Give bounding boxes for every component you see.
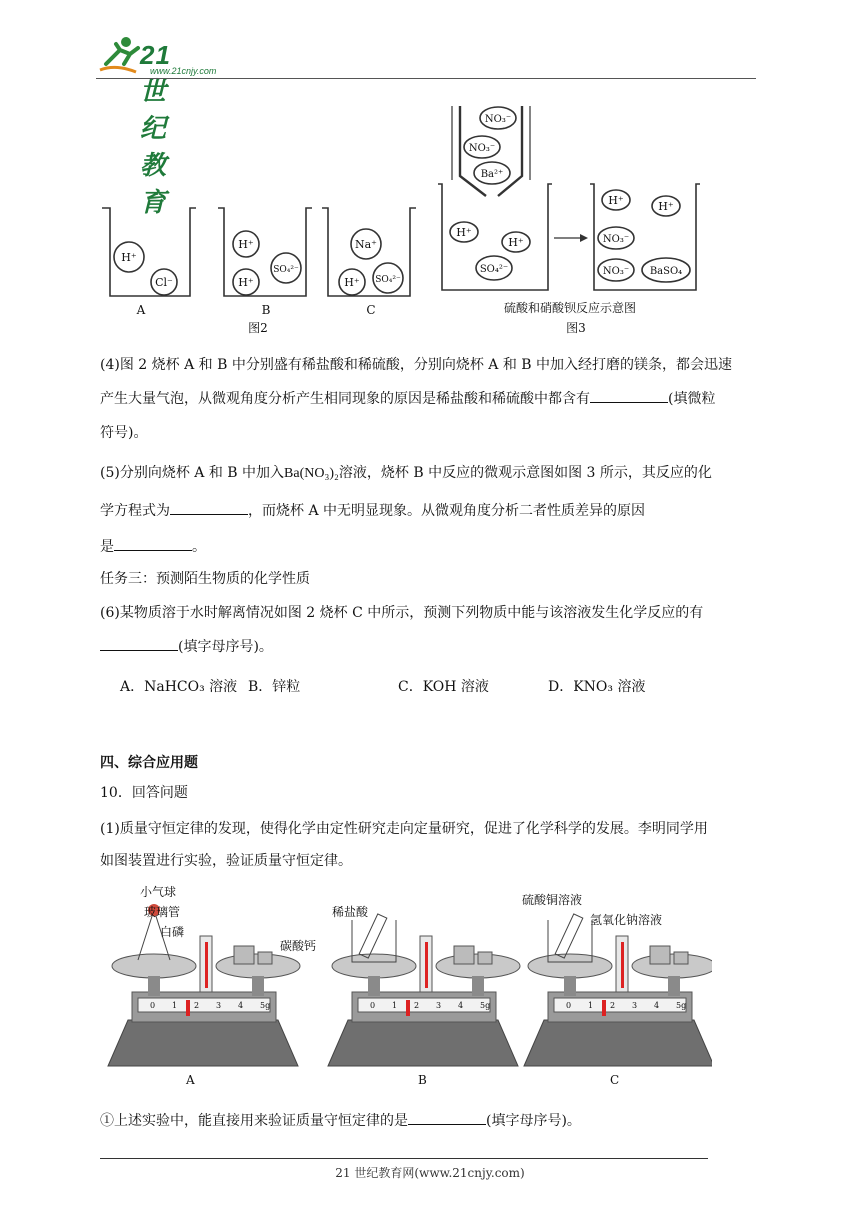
svg-text:图2: 图2 [248, 321, 268, 335]
q10-answer-blank[interactable] [408, 1110, 486, 1125]
q10-line1: (1)质量守恒定律的发现，使得化学由定性研究走向定量研究，促进了化学科学的发展。李明同学用 [100, 821, 708, 837]
scale-tick: 5g [260, 1001, 271, 1010]
note-copper-sulfate: 硫酸铜溶液 [522, 893, 583, 907]
q10-title: 10．回答问题 [100, 785, 188, 801]
svg-text:H⁺: H⁺ [344, 276, 360, 289]
scale-tick: 2 [414, 1001, 420, 1010]
scale-tick: 5g [676, 1001, 687, 1010]
svg-text:H⁺: H⁺ [238, 238, 254, 251]
balance-a [108, 904, 300, 1066]
q5-line1: (5)分别向烧杯 A 和 B 中加入Ba(NO₃)₂溶液，烧杯 B 中反应的微观示意图如图 3 所示，其反应的化 [100, 465, 712, 481]
svg-text:C: C [366, 303, 376, 317]
figure-2-3 [96, 100, 756, 344]
note-white-phosphorus: 白磷 [160, 925, 185, 939]
q5-line3: 是 。 [100, 536, 206, 556]
svg-text:H⁺: H⁺ [608, 194, 624, 207]
q5-reason-blank[interactable] [114, 536, 192, 551]
scale-tick: 0 [370, 1001, 376, 1010]
q6-option-a: A．NaHCO₃ 溶液 [120, 679, 238, 695]
header-divider [96, 78, 756, 79]
q6-line2: (填字母序号)。 [100, 636, 273, 656]
scale-tick: 0 [150, 1001, 156, 1010]
beaker-b [218, 208, 312, 296]
svg-text:Na⁺: Na⁺ [355, 238, 377, 251]
beaker-a [102, 208, 196, 296]
scale-tick: 1 [172, 1001, 178, 1010]
q10-sub1: ①上述实验中，能直接用来验证质量守恒定律的是 (填字母序号)。 [100, 1110, 581, 1130]
svg-text:H⁺: H⁺ [456, 226, 472, 239]
q6-line1: (6)某物质溶于水时解离情况如图 2 烧杯 C 中所示，预测下列物质中能与该溶液发生化学反应的有 [100, 605, 704, 621]
q10-line2: 如图装置进行实验，验证质量守恒定律。 [100, 853, 352, 869]
scale-tick: 1 [392, 1001, 398, 1010]
scale-tick: 0 [566, 1001, 572, 1010]
scale-tick: 3 [436, 1001, 442, 1010]
scale-tick: 4 [238, 1001, 244, 1010]
balance-label-a: A [186, 1073, 195, 1087]
logo-url: www.21cnjy.com [150, 66, 217, 76]
svg-text:BaSO₄: BaSO₄ [649, 266, 683, 277]
note-glass-tube: 玻璃管 [144, 905, 181, 919]
svg-text:B: B [261, 303, 271, 317]
svg-text:H⁺: H⁺ [238, 276, 254, 289]
balance-c [524, 914, 712, 1066]
svg-text:H⁺: H⁺ [121, 251, 137, 264]
footer-text: 21 世纪教育网(www.21cnjy.com) [335, 1166, 525, 1180]
note-sodium-hydroxide: 氢氧化钠溶液 [590, 913, 663, 927]
scale-tick: 4 [654, 1001, 660, 1010]
note-calcium-carbonate: 碳酸钙 [280, 939, 317, 953]
q4-answer-blank[interactable] [590, 388, 668, 403]
svg-text:NO₃⁻: NO₃⁻ [468, 143, 496, 154]
balance-label-b: B [418, 1073, 427, 1087]
q4-line1: (4)图 2 烧杯 A 和 B 中分别盛有稀盐酸和稀硫酸，分别向烧杯 A 和 B 中加入经打磨的镁条，都会迅速 [100, 357, 733, 373]
q5-formula: Ba(NO₃)₂ [284, 466, 339, 481]
scale-tick: 2 [610, 1001, 616, 1010]
footer-divider [100, 1158, 708, 1159]
svg-text:硫酸和硝酸钡反应示意图: 硫酸和硝酸钡反应示意图 [503, 301, 637, 315]
scale-tick: 3 [632, 1001, 638, 1010]
svg-text:NO₃⁻: NO₃⁻ [602, 266, 630, 277]
svg-text:SO₄²⁻: SO₄²⁻ [375, 275, 401, 285]
logo-text: 21世纪教育 [140, 40, 171, 217]
scale-tick: 5g [480, 1001, 491, 1010]
svg-text:Cl⁻: Cl⁻ [155, 276, 173, 289]
runner-logo-icon [96, 34, 142, 76]
scale-tick: 3 [216, 1001, 222, 1010]
scale-tick: 4 [458, 1001, 464, 1010]
balance-label-c: C [610, 1073, 620, 1087]
note-hydrochloric-acid: 稀盐酸 [332, 905, 369, 919]
svg-text:H⁺: H⁺ [658, 200, 674, 213]
svg-text:SO₄²⁻: SO₄²⁻ [273, 265, 299, 275]
balance-figure [100, 880, 712, 1092]
scale-tick: 2 [194, 1001, 200, 1010]
svg-text:SO₄²⁻: SO₄²⁻ [479, 264, 509, 275]
q6-option-b: B．锌粒 [248, 679, 301, 695]
scale-tick: 1 [588, 1001, 594, 1010]
task3-heading: 任务三：预测陌生物质的化学性质 [100, 571, 310, 587]
svg-text:H⁺: H⁺ [508, 236, 524, 249]
balance-b [328, 914, 520, 1066]
q5-line2: 学方程式为 ，而烧杯 A 中无明显现象。从微观角度分析二者性质差异的原因 [100, 500, 645, 520]
q4-line2: 产生大量气泡，从微观角度分析产生相同现象的原因是稀盐酸和稀硫酸中都含有 (填微粒 [100, 388, 715, 408]
q6-option-c: C．KOH 溶液 [398, 679, 489, 695]
q4-line3: 符号)。 [100, 425, 148, 441]
q5-equation-blank[interactable] [170, 500, 248, 515]
section-4-heading: 四、综合应用题 [100, 755, 198, 771]
note-balloon: 小气球 [140, 885, 177, 899]
q6-answer-blank[interactable] [100, 636, 178, 651]
q6-option-d: D．KNO₃ 溶液 [548, 679, 646, 695]
svg-text:Ba²⁺: Ba²⁺ [480, 169, 504, 180]
svg-text:图3: 图3 [566, 321, 586, 335]
svg-text:NO₃⁻: NO₃⁻ [484, 114, 512, 125]
svg-text:A: A [136, 303, 146, 317]
svg-text:NO₃⁻: NO₃⁻ [602, 234, 630, 245]
